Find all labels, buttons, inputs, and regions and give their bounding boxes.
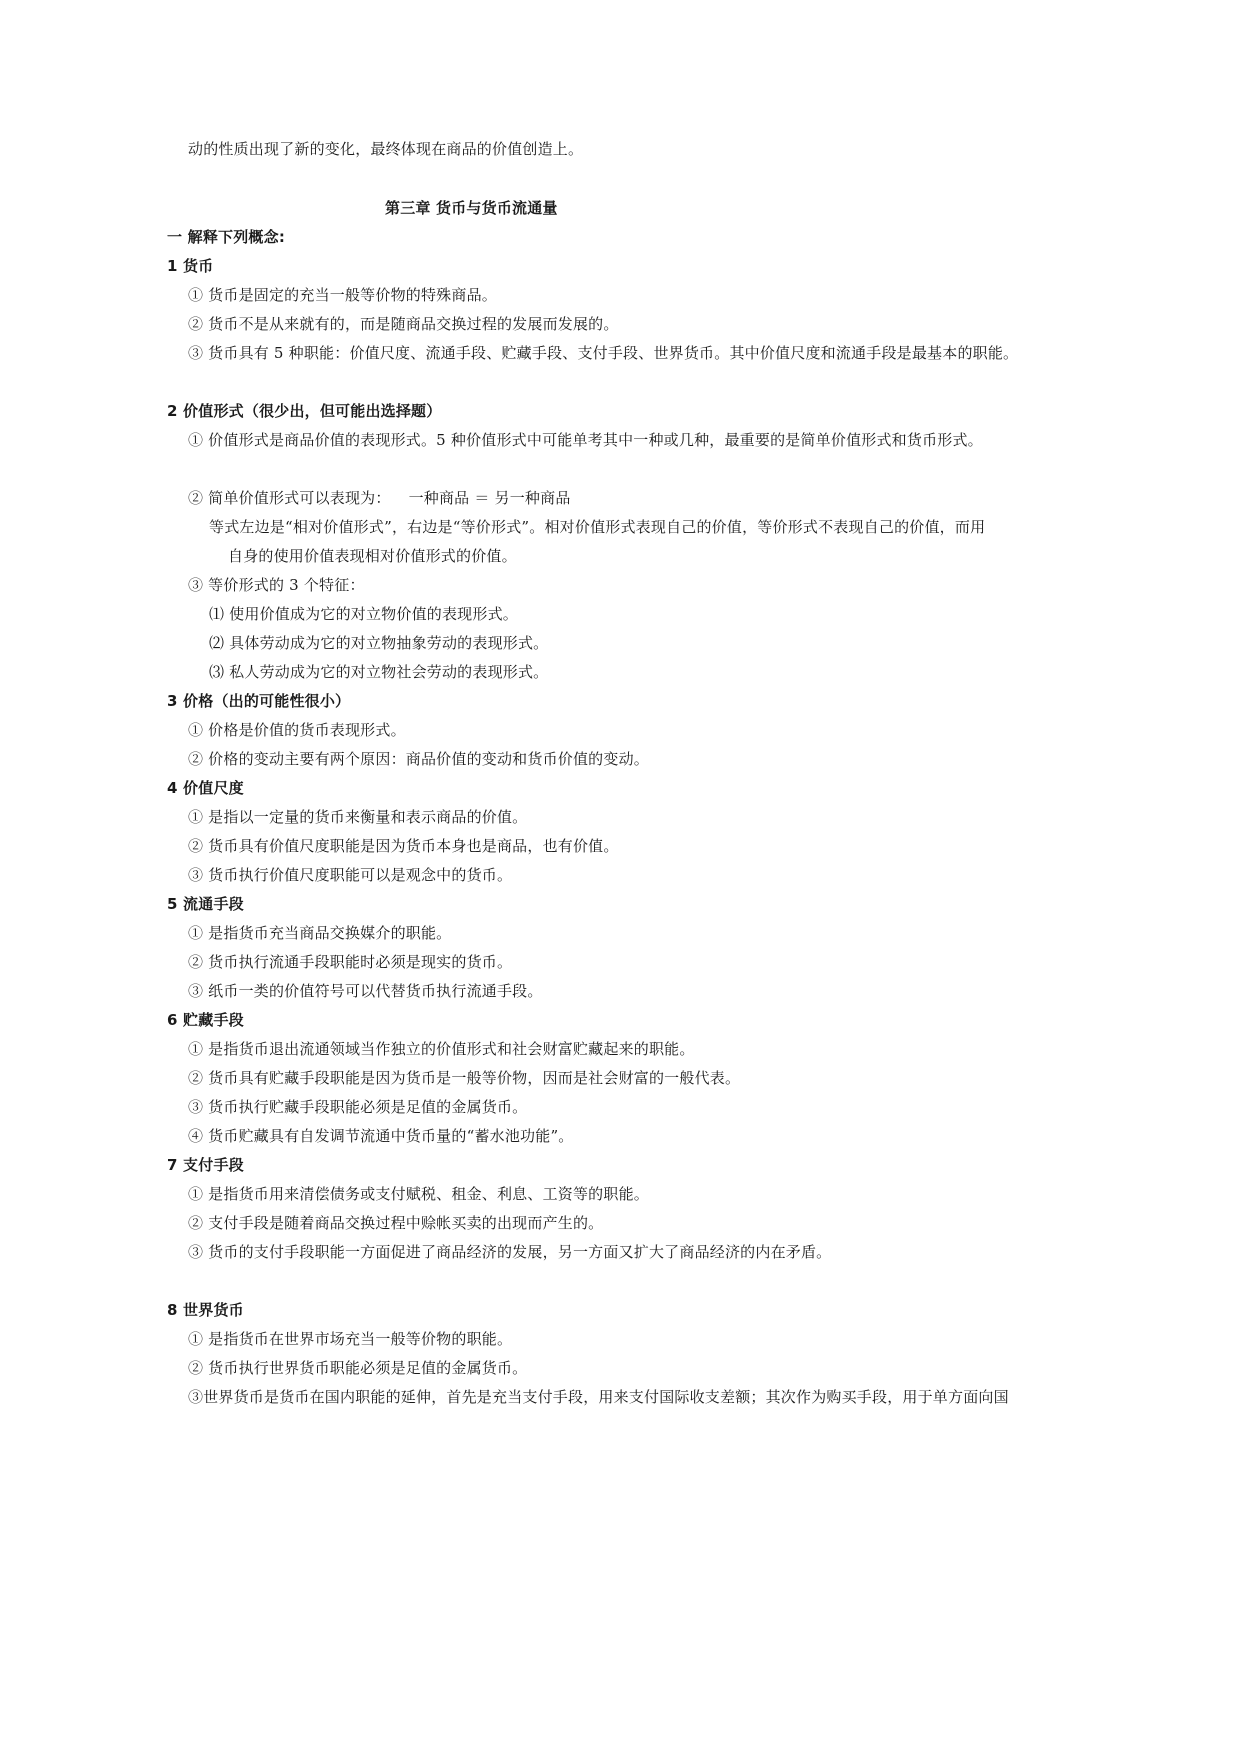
list-item: ③ 货币执行价值尺度职能可以是观念中的货币。 [188, 866, 513, 884]
topic-heading-world-money: 8 世界货币 [167, 1301, 244, 1319]
topic-heading-medium-of-circulation: 5 流通手段 [167, 895, 244, 913]
list-item: ③ 货币执行贮藏手段职能必须是足值的金属货币。 [188, 1098, 528, 1116]
list-item: ④ 货币贮藏具有自发调节流通中货币量的“蓄水池功能”。 [188, 1127, 574, 1145]
list-item: ② 货币具有贮藏手段职能是因为货币是一般等价物，因而是社会财富的一般代表。 [188, 1069, 741, 1087]
list-item: ① 价格是价值的货币表现形式。 [188, 721, 406, 739]
list-item: ② 货币执行世界货币职能必须是足值的金属货币。 [188, 1359, 528, 1377]
section-heading: 一 解释下列概念: [167, 228, 286, 246]
continuation-text: 动的性质出现了新的变化，最终体现在商品的价值创造上。 [188, 140, 584, 158]
chapter-title: 第三章 货币与货币流通量 [385, 199, 558, 217]
list-item: ⑴ 使用价值成为它的对立物价值的表现形式。 [209, 605, 518, 623]
list-item: ⑵ 具体劳动成为它的对立物抽象劳动的表现形式。 [209, 634, 549, 652]
list-item: ① 价值形式是商品价值的表现形式。5 种价值形式中可能单考其中一种或几种，最重要的是简单价值形式和货币形式。 [188, 431, 983, 449]
list-item [188, 488, 571, 508]
topic-heading-price: 3 价格（出的可能性很小） [167, 692, 351, 710]
list-item: ③ 纸币一类的价值符号可以代替货币执行流通手段。 [188, 982, 543, 1000]
list-item: ③ 货币的支付手段职能一方面促进了商品经济的发展，另一方面又扩大了商品经济的内在矛盾。 [188, 1243, 832, 1261]
list-item: ③ 等价形式的 3 个特征： [188, 576, 365, 594]
list-item: ① 是指货币退出流通领域当作独立的价值形式和社会财富贮藏起来的职能。 [188, 1040, 695, 1058]
topic-heading-means-of-payment: 7 支付手段 [167, 1156, 244, 1174]
list-item: ② 货币不是从来就有的，而是随商品交换过程的发展而发展的。 [188, 315, 619, 333]
equation: 一种商品 ＝ 另一种商品 [408, 489, 571, 507]
list-item: ① 货币是固定的充当一般等价物的特殊商品。 [188, 286, 497, 304]
list-item: ① 是指货币在世界市场充当一般等价物的职能。 [188, 1330, 513, 1348]
list-item: ② 货币执行流通手段职能时必须是现实的货币。 [188, 953, 513, 971]
list-item: ⑶ 私人劳动成为它的对立物社会劳动的表现形式。 [209, 663, 549, 681]
list-item: 自身的使用价值表现相对价值形式的价值。 [228, 547, 517, 565]
list-item: ② 支付手段是随着商品交换过程中赊帐买卖的出现而产生的。 [188, 1214, 604, 1232]
list-item: ② 货币具有价值尺度职能是因为货币本身也是商品，也有价值。 [188, 837, 619, 855]
list-item: ③ 货币具有 5 种职能：价值尺度、流通手段、贮藏手段、支付手段、世界货币。其中价值尺度和流通手段是最基本的职能。 [188, 344, 1019, 362]
topic-heading-store-of-value: 6 贮藏手段 [167, 1011, 244, 1029]
list-item-label: ② 简单价值形式可以表现为： [188, 489, 391, 507]
topic-heading-measure-of-value: 4 价值尺度 [167, 779, 244, 797]
list-item: ① 是指货币用来清偿债务或支付赋税、租金、利息、工资等的职能。 [188, 1185, 649, 1203]
list-item: ① 是指货币充当商品交换媒介的职能。 [188, 924, 452, 942]
list-item: 等式左边是“相对价值形式”，右边是“等价形式”。相对价值形式表现自己的价值，等价形式不表现自己的价值，而用 [209, 518, 986, 536]
topic-heading-money: 1 货币 [167, 257, 214, 275]
list-item: ② 价格的变动主要有两个原因：商品价值的变动和货币价值的变动。 [188, 750, 649, 768]
list-item: ③世界货币是货币在国内职能的延伸，首先是充当支付手段，用来支付国际收支差额；其次作为购买手段，用于单方面向国 [188, 1388, 1009, 1406]
list-item: ① 是指以一定量的货币来衡量和表示商品的价值。 [188, 808, 528, 826]
topic-heading-value-form: 2 价值形式（很少出，但可能出选择题） [167, 402, 442, 420]
